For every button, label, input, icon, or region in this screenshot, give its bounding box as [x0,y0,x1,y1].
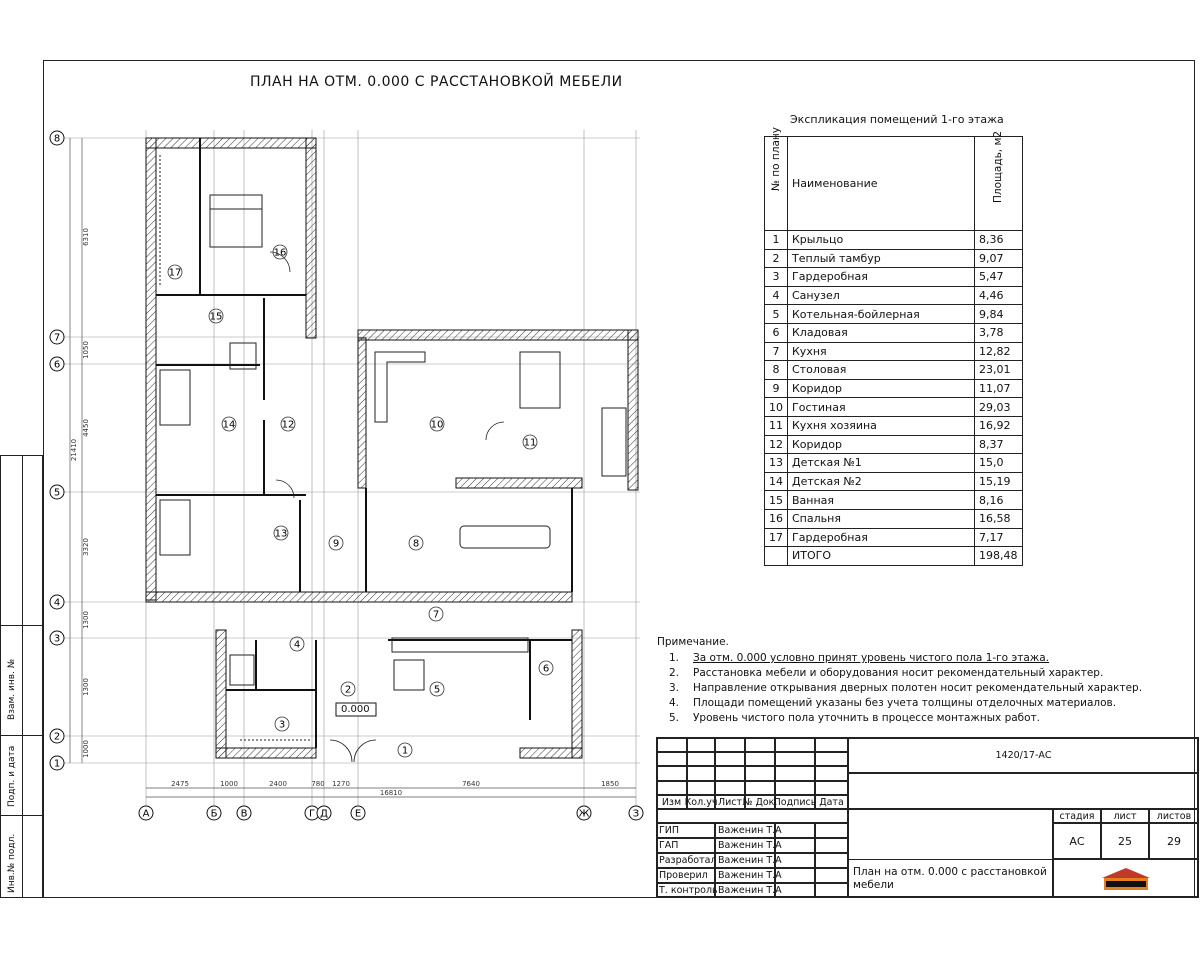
stamp-sheet-title: План на отм. 0.000 с расстановкой мебели [848,859,1053,898]
explication-cell-name: Коридор [788,435,975,454]
stamp-blank-cell [815,781,848,796]
h-dim-text: 1850 [601,780,619,788]
explication-row [765,379,1023,398]
explication-total-cell: 198,48 [975,547,1023,566]
explication-title: Экспликация помещений 1-го этажа [790,113,1004,126]
h-dim-text: 1270 [332,780,350,788]
explication-head-name: Наименование [788,137,975,231]
v-dim-text: 3320 [82,538,90,556]
note-text: Уровень чистого пола уточнить в процессе монтажных работ. [693,712,1041,724]
stamp-role-name: Важенин Т.А [715,823,775,838]
explication-row [765,305,1023,324]
stamp-blank-cell [775,737,815,752]
col-axis-marker [207,806,221,820]
explication-row [765,472,1023,491]
room-number: 7 [432,609,440,621]
explication-cell-n: 3 [765,268,788,287]
stamp-sheets: 29 [1149,823,1199,859]
explication-cell-name: Гардеробная [788,528,975,547]
explication-cell-n: 17 [765,528,788,547]
stamp-blank-cell [656,752,687,767]
explication-row [765,231,1023,250]
note-number: 4. [668,697,679,709]
stamp-sheets-label: листов [1149,809,1199,823]
room-number: 5 [433,684,441,696]
explication-cell-name: Гостиная [788,398,975,417]
room-number: 6 [542,663,550,675]
stamp-blank-cell [687,737,715,752]
furniture [160,155,626,740]
note-item [657,651,1142,666]
axis-label: 5 [53,487,61,499]
room-number: 1 [401,745,409,757]
axis-label: 1 [53,758,61,770]
explication-cell-name: Крыльцо [788,231,975,250]
explication-total-cell [765,547,788,566]
stamp-blank-cell [656,766,687,781]
explication-cell-n: 8 [765,361,788,380]
explication-cell-area: 11,07 [975,379,1023,398]
h-dim-text: 7640 [462,780,480,788]
stamp-sign-cell [775,883,815,898]
explication-cell-name: Котельная-бойлерная [788,305,975,324]
stamp-role: ГИП [656,823,715,838]
doors [270,252,504,762]
room-number: 8 [412,538,420,550]
explication-row [765,323,1023,342]
explication-cell-name: Кухня [788,342,975,361]
axis-label: 4 [53,597,61,609]
stamp-blank-cell [715,781,745,796]
explication-table [764,126,1023,566]
explication-cell-area: 5,47 [975,268,1023,287]
explication-cell-n: 16 [765,509,788,528]
room-number: 15 [209,311,223,323]
stamp-blank-cell [656,809,848,823]
explication-cell-area: 8,16 [975,491,1023,510]
v-dim-text: 6310 [82,228,90,246]
axis-label: Б [210,808,218,820]
row-axis-marker [50,357,64,371]
stamp-role: Разработал [656,853,715,868]
explication-cell-name: Столовая [788,361,975,380]
explication-total-cell: ИТОГО [788,547,975,566]
explication-cell-n: 2 [765,249,788,268]
col-axis-marker [629,806,643,820]
explication-row [765,361,1023,380]
note-item [657,696,1142,711]
stamp-stage: АС [1053,823,1101,859]
stamp-role-name: Важенин Т.А [715,838,775,853]
stamp-col-head: Изм [656,795,687,809]
explication-cell-name: Коридор [788,379,975,398]
explication-row [765,342,1023,361]
note-number: 5. [668,712,679,724]
explication-row [765,286,1023,305]
col-axis-marker [237,806,251,820]
explication-cell-n: 4 [765,286,788,305]
explication-cell-n: 15 [765,491,788,510]
axis-label: Д [320,808,328,820]
overall-v-dim-text: 21410 [70,438,78,462]
explication-cell-area: 16,58 [975,509,1023,528]
explication-cell-name: Санузел [788,286,975,305]
stamp-sheet-label: лист [1101,809,1149,823]
h-dim-text: 2475 [171,780,189,788]
h-dim-text: 780 [311,780,325,788]
explication-cell-n: 12 [765,435,788,454]
col-axis-marker [139,806,153,820]
stamp-blank-cell [775,781,815,796]
room-number: 14 [222,419,236,431]
explication-cell-name: Кладовая [788,323,975,342]
inv-podl-label: Инв.№ подл. [7,833,17,893]
room-number: 17 [168,267,182,279]
stamp-col-head: Лист [715,795,745,809]
axis-label: Е [354,808,362,820]
note-number: 2. [668,667,679,679]
note-text: Площади помещений указаны без учета толщины отделочных материалов. [693,697,1117,709]
note-text: Направление открывания дверных полотен носит рекомендательный характер. [693,682,1143,694]
row-axis-marker [50,631,64,645]
v-dim-text: 1300 [82,611,90,629]
explication-cell-area: 9,84 [975,305,1023,324]
note-text: За отм. 0.000 условно принят уровень чистого пола 1-го этажа. [693,652,1049,664]
explication-row [765,454,1023,473]
stamp-role: Т. контроль [656,883,715,898]
level-mark: 0.000 [341,704,370,715]
room-number: 9 [332,538,340,550]
stamp-blank-cell [815,737,848,752]
stamp-blank-cell [745,766,775,781]
stamp-date-cell [815,823,848,838]
axis-label: 3 [53,633,61,645]
stamp-blank-cell [745,781,775,796]
explication-cell-n: 5 [765,305,788,324]
stamp-blank-cell [745,752,775,767]
note-number: 3. [668,682,679,694]
stamp-blank-cell [687,766,715,781]
stamp-blank-cell [715,766,745,781]
overall-dim-text: 16810 [379,789,403,797]
sign-date-label: Подп. и дата [7,745,17,807]
explication-cell-area: 23,01 [975,361,1023,380]
stamp-sign-cell [775,853,815,868]
explication-cell-area: 7,17 [975,528,1023,547]
v-dim-text: 1050 [82,341,90,359]
note-item [657,711,1142,726]
logo-cell [1053,859,1199,898]
room-number: 4 [293,639,301,651]
room-number: 2 [344,684,352,696]
stamp-blank-cell [715,737,745,752]
stamp-role-name: Важенин Т.А [715,868,775,883]
col-axis-marker [351,806,365,820]
axis-label: З [632,808,640,820]
stamp-col-head: Кол.уч [684,796,718,808]
notes [657,635,1142,726]
inv-orig-label: Взам. инв. № [7,658,17,720]
room-number: 3 [278,719,286,731]
h-dim-text: 2400 [269,780,287,788]
room-number: 13 [274,528,288,540]
axis-label: Г [308,808,316,820]
explication-cell-n: 1 [765,231,788,250]
explication-cell-area: 12,82 [975,342,1023,361]
stamp-col-head: № Док. [742,796,778,808]
explication-cell-name: Теплый тамбур [788,249,975,268]
axis-label: Ж [578,808,590,820]
stamp-col-head: Дата [815,795,848,809]
explication-cell-area: 8,37 [975,435,1023,454]
explication-cell-name: Гардеробная [788,268,975,287]
explication-cell-n: 11 [765,416,788,435]
row-axis-marker [50,131,64,145]
col-axis-marker [317,806,331,820]
stamp-sign-cell [775,868,815,883]
explication-cell-n: 10 [765,398,788,417]
walls [146,138,638,758]
explication-head-num: № по плану [765,137,788,231]
title-block [656,737,1199,898]
explication-row [765,435,1023,454]
explication-cell-area: 4,46 [975,286,1023,305]
explication-cell-area: 15,0 [975,454,1023,473]
room-number: 16 [273,247,287,259]
note-item [657,666,1142,681]
explication-cell-name: Детская №2 [788,472,975,491]
v-dim-text: 1000 [82,740,90,758]
stamp-date-cell [815,838,848,853]
row-axis-marker [50,729,64,743]
axis-label: 2 [53,731,61,743]
explication-cell-area: 16,92 [975,416,1023,435]
explication-row [765,268,1023,287]
h-dim-text: 1000 [220,780,238,788]
stamp-role-name: Важенин Т.А [715,883,775,898]
axis-label: В [240,808,248,820]
stamp-blank-cell [656,737,687,752]
stamp-blank-cell [687,752,715,767]
explication-cell-name: Кухня хозяина [788,416,975,435]
stamp-date-cell [815,853,848,868]
axis-markers [50,131,643,820]
stamp-blank-cell [775,766,815,781]
stamp-date-cell [815,883,848,898]
room-number: 12 [281,419,295,431]
explication-row [765,249,1023,268]
explication-row [765,416,1023,435]
stamp-blank-cell [815,752,848,767]
stamp-role: ГАП [656,838,715,853]
v-dim-text: 4450 [82,419,90,437]
explication-cell-area: 9,07 [975,249,1023,268]
axis-label: А [142,808,150,820]
stamp-date-cell [815,868,848,883]
explication-row [765,509,1023,528]
explication-cell-n: 7 [765,342,788,361]
col-axis-marker [577,806,591,820]
axis-label: 7 [53,332,61,344]
stamp-stage-label: стадия [1053,809,1101,823]
explication-row [765,398,1023,417]
v-dim-text: 1300 [82,678,90,696]
explication-total-row [765,547,1023,566]
explication-cell-area: 29,03 [975,398,1023,417]
explication-cell-n: 14 [765,472,788,491]
stamp-blank-cell [715,752,745,767]
explication-cell-area: 3,78 [975,323,1023,342]
stamp-blank-cell [775,752,815,767]
explication-cell-name: Ванная [788,491,975,510]
explication-cell-name: Детская №1 [788,454,975,473]
stamp-blank-cell [815,766,848,781]
stamp-col-head: Подпись [773,796,817,808]
stamp-blank-cell [656,781,687,796]
explication-row [765,528,1023,547]
row-axis-marker [50,330,64,344]
explication-cell-n: 9 [765,379,788,398]
stamp-role: Проверил [656,868,715,883]
note-item [657,681,1142,696]
row-axis-marker [50,756,64,770]
stamp-sign-cell [775,823,815,838]
stamp-code: 1420/17-АС [848,737,1199,773]
company-logo-icon [1098,866,1154,892]
explication-cell-area: 15,19 [975,472,1023,491]
explication-head-area: Площадь, м2 [975,137,1023,231]
page-title: ПЛАН НА ОТМ. 0.000 С РАССТАНОВКОЙ МЕБЕЛИ [250,74,623,90]
axis-label: 6 [53,359,61,371]
row-axis-marker [50,485,64,499]
room-number: 11 [523,437,537,449]
notes-title: Примечание. [657,636,729,648]
note-number: 1. [668,652,679,664]
explication-cell-n: 6 [765,323,788,342]
stamp-blank-cell [745,737,775,752]
explication-cell-name: Спальня [788,509,975,528]
explication-cell-n: 13 [765,454,788,473]
note-text: Расстановка мебели и оборудования носит рекомендательный характер. [693,667,1104,679]
stamp-blank-cell [687,781,715,796]
stamp-sheet: 25 [1101,823,1149,859]
axis-label: 8 [53,133,61,145]
stamp-sign-cell [775,838,815,853]
explication-cell-area: 8,36 [975,231,1023,250]
room-number: 10 [430,419,444,431]
stamp-role-name: Важенин Т.А [715,853,775,868]
row-axis-marker [50,595,64,609]
explication-row [765,491,1023,510]
